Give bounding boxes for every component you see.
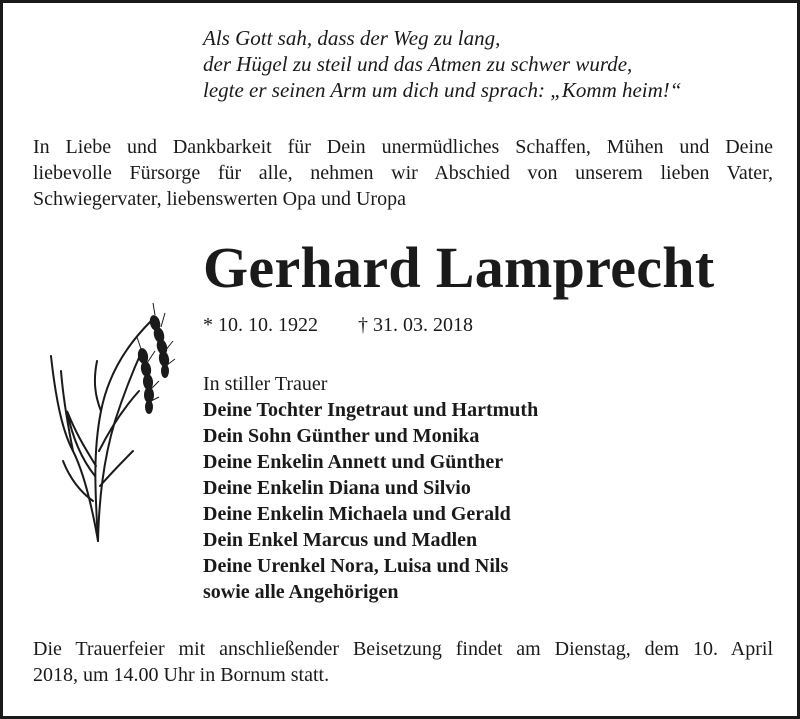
memorial-poem xyxy=(203,25,783,103)
poem-line: Als Gott sah, dass der Weg zu lang, xyxy=(203,26,501,50)
funeral-info-line: 2018, um 14.00 Uhr in Bornum statt. xyxy=(33,664,330,686)
funeral-info-line: Die Trauerfeier mit anschließender Beisetzung findet am Dienstag, dem 10. April xyxy=(33,638,773,660)
deceased-name: Gerhard Lamprecht xyxy=(203,235,715,300)
mourner-entry: Deine Urenkel Nora, Luisa und Nils xyxy=(203,555,509,577)
poem-line: legte er seinen Arm um dich und sprach: „Komm heim!“ xyxy=(203,78,682,102)
mourner-entry: Dein Sohn Günther und Monika xyxy=(203,425,480,447)
death-date: † 31. 03. 2018 xyxy=(358,314,473,336)
intro-text xyxy=(33,134,773,212)
birth-date: * 10. 10. 1922 xyxy=(203,314,318,336)
mourner-entry: Deine Enkelin Michaela und Gerald xyxy=(203,503,511,525)
mourning-heading: In stiller Trauer xyxy=(203,373,328,395)
mourner-entry: Deine Enkelin Diana und Silvio xyxy=(203,477,471,499)
mourner-entry: Deine Tochter Ingetraut und Hartmuth xyxy=(203,399,539,421)
intro-line: In Liebe und Dankbarkeit für Dein unermüdliches Schaffen, Mühen und Deine xyxy=(33,136,773,158)
life-dates xyxy=(203,312,473,338)
mourner-entry: sowie alle Angehörigen xyxy=(203,581,399,603)
poem-line: der Hügel zu steil und das Atmen zu schwer wurde, xyxy=(203,52,633,76)
mourner-entry: Deine Enkelin Annett und Günther xyxy=(203,451,504,473)
mourner-entry: Dein Enkel Marcus und Madlen xyxy=(203,529,478,551)
funeral-info xyxy=(33,636,773,688)
intro-line: liebevolle Fürsorge für alle, nehmen wir Abschied von unserem lieben Vater, xyxy=(33,162,773,184)
intro-line: Schwiegervater, liebenswerten Opa und Uropa xyxy=(33,188,406,210)
mourners-list xyxy=(203,371,538,605)
wheat-ears-icon xyxy=(43,301,183,551)
